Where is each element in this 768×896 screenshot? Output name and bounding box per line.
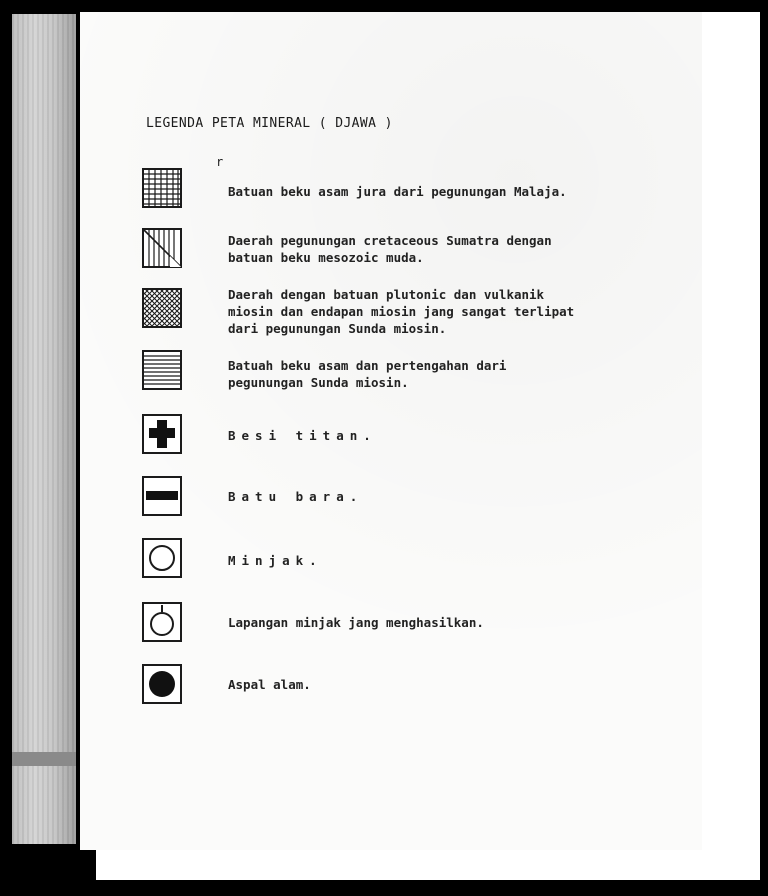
page-title: LEGENDA PETA MINERAL ( DJAWA ) bbox=[146, 116, 393, 131]
circle-with-stem-icon bbox=[140, 600, 184, 644]
cross-solid-icon bbox=[140, 412, 184, 456]
legend-label: Minjak. bbox=[228, 553, 323, 568]
page-edge-bottom bbox=[96, 848, 760, 880]
legend-label: Batuan beku asam jura dari pegunungan Malaja. bbox=[228, 184, 567, 199]
page-edge-right bbox=[702, 12, 760, 880]
legend-label: Batu bara. bbox=[228, 489, 364, 504]
binding-notch bbox=[12, 752, 76, 766]
bar-solid-icon bbox=[140, 474, 184, 518]
legend-label: Aspal alam. bbox=[228, 677, 311, 692]
vertical-diagonal-hatch-icon bbox=[140, 226, 184, 270]
legend-label: Daerah pegunungan cretaceous Sumatra dengan batuan beku mesozoic muda. bbox=[228, 233, 552, 265]
legend-label: Lapangan minjak jang menghasilkan. bbox=[228, 615, 484, 630]
crosshatch-icon bbox=[140, 286, 184, 330]
legend-label: Besi titan. bbox=[228, 428, 377, 443]
open-circle-icon bbox=[140, 536, 184, 580]
grid-hatch-icon bbox=[140, 166, 184, 210]
horizontal-hatch-icon bbox=[140, 348, 184, 392]
legend-label: Daerah dengan batuan plutonic dan vulkanik miosin dan endapan miosin jang sangat terlipat dari pegunungan Sunda miosin. bbox=[228, 287, 575, 336]
binding-strip bbox=[12, 14, 76, 844]
pencil-tick-mark: r bbox=[216, 155, 224, 169]
legend-label: Batuah beku asam dan pertengahan dari pegunungan Sunda miosin. bbox=[228, 358, 507, 390]
filled-circle-icon bbox=[140, 662, 184, 706]
